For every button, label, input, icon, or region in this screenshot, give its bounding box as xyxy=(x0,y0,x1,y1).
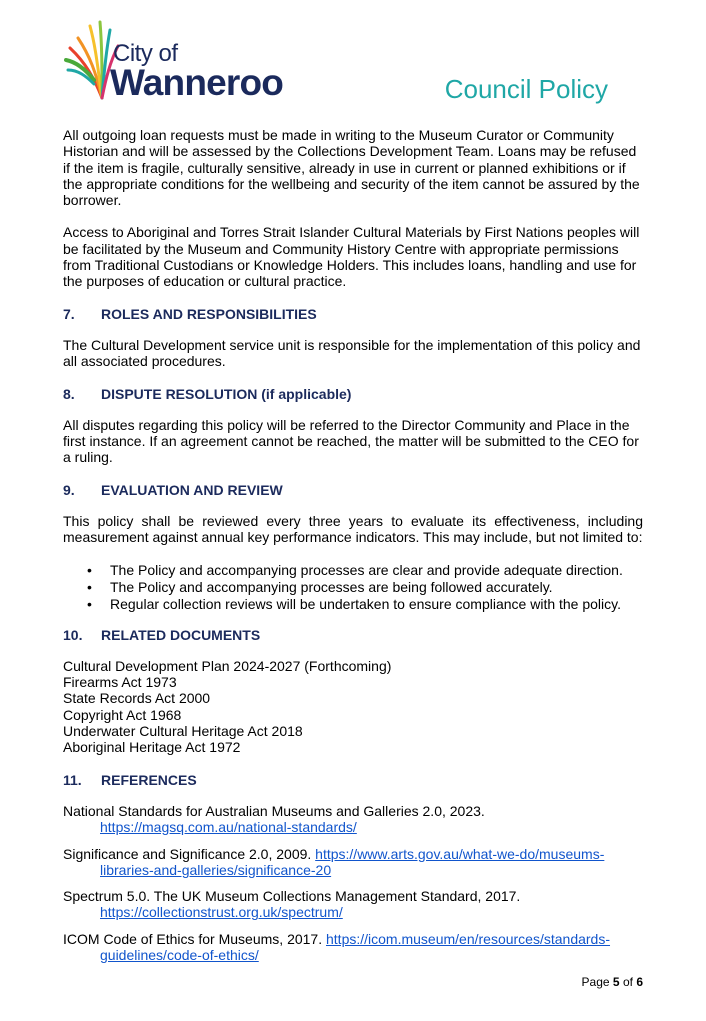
section-9-heading xyxy=(63,482,643,498)
section-8-heading xyxy=(63,386,643,402)
bullet-icon: • xyxy=(87,578,92,595)
list-item: • Regular collection reviews will be undertaken to ensure compliance with the policy. xyxy=(87,596,621,613)
page-number: Page 5 of 6 xyxy=(581,975,643,989)
reference-link[interactable]: https://www.arts.gov.au/what-we-do/museums-libraries-and-galleries/significance-20 xyxy=(100,845,605,878)
section-number: 10. xyxy=(63,626,83,643)
list-item: Cultural Development Plan 2024-2027 (Forthcoming) xyxy=(63,657,392,674)
document-type-title: Council Policy xyxy=(444,74,608,104)
list-item: Firearms Act 1973 xyxy=(63,674,177,691)
section-number: 9. xyxy=(63,481,75,498)
section-10-heading xyxy=(63,627,643,643)
reference-link[interactable]: https://magsq.com.au/national-standards/ xyxy=(100,819,357,836)
list-item: • The Policy and accompanying processes are being followed accurately. xyxy=(87,578,553,595)
section-number: 7. xyxy=(63,305,75,322)
section-number: 8. xyxy=(63,385,75,402)
section-title: REFERENCES xyxy=(101,771,197,788)
reference-entry: ICOM Code of Ethics for Museums, 2017. https://icom.museum/en/resources/standards-guidelines/code-of-ethics/ xyxy=(63,930,611,963)
section-11-heading xyxy=(63,772,643,788)
section-number: 11. xyxy=(63,771,82,788)
bullet-icon: • xyxy=(87,596,92,613)
section-title: RELATED DOCUMENTS xyxy=(101,626,261,643)
reference-entry: National Standards for Australian Museums and Galleries 2.0, 2023. https://magsq.com.au/national-standards/ xyxy=(63,802,485,836)
policy-content xyxy=(63,127,643,973)
evaluation-bullet-list xyxy=(63,562,643,613)
list-item: Copyright Act 1968 xyxy=(63,706,182,723)
section-9-body: This policy shall be reviewed every three years to evaluate its effectiveness, including measurement against annual key performance indicators. This may include, but not limited to: xyxy=(63,513,643,546)
section-title: EVALUATION AND REVIEW xyxy=(101,481,283,498)
intro-paragraph-loans: All outgoing loan requests must be made in writing to the Museum Curator or Community Historian and will be assessed by the Collections Development Team. Loans may be refused if the item is fragile, culturally sensitive, already in use in current or planned exhibitions or if the appropriate conditions for the wellbeing and security of the item cannot be assured by the borrower. xyxy=(63,127,640,209)
city-of-wanneroo-logo xyxy=(64,18,294,104)
section-7-heading xyxy=(63,306,643,322)
section-8-body: All disputes regarding this policy will be referred to the Director Community and Place in the first instance. If an agreement cannot be reached, the matter will be submitted to the CEO for a ruling. xyxy=(63,416,639,466)
list-item: • The Policy and accompanying processes are clear and provide adequate direction. xyxy=(87,561,623,578)
section-title: DISPUTE RESOLUTION (if applicable) xyxy=(101,385,352,402)
section-title: ROLES AND RESPONSIBILITIES xyxy=(101,305,317,322)
logo-text-city-of: City of xyxy=(113,40,178,67)
reference-link[interactable]: https://icom.museum/en/resources/standards-guidelines/code-of-ethics/ xyxy=(100,930,611,963)
intro-paragraph-access: Access to Aboriginal and Torres Strait Islander Cultural Materials by First Nations peoples will be facilitated by the Museum and Community History Centre with appropriate permissions from Traditional Custodians or Knowledge Holders. This includes loans, handling and use for the purposes of education or cultural practice. xyxy=(63,224,640,290)
list-item: Aboriginal Heritage Act 1972 xyxy=(63,739,241,756)
list-item: Underwater Cultural Heritage Act 2018 xyxy=(63,723,303,740)
section-7-body: The Cultural Development service unit is responsible for the implementation of this policy and all associated procedures. xyxy=(63,336,641,370)
reference-link[interactable]: https://collectionstrust.org.uk/spectrum/ xyxy=(100,904,343,921)
list-item: State Records Act 2000 xyxy=(63,690,211,707)
bullet-icon: • xyxy=(87,561,92,578)
related-documents-list xyxy=(63,658,643,756)
reference-entry: Spectrum 5.0. The UK Museum Collections Management Standard, 2017. https://collectionstrust.org.uk/spectrum/ xyxy=(63,888,521,921)
reference-entry: Significance and Significance 2.0, 2009. https://www.arts.gov.au/what-we-do/museums-libraries-and-galleries/significance-20 xyxy=(63,845,605,878)
logo-text-wanneroo: Wanneroo xyxy=(110,62,284,103)
